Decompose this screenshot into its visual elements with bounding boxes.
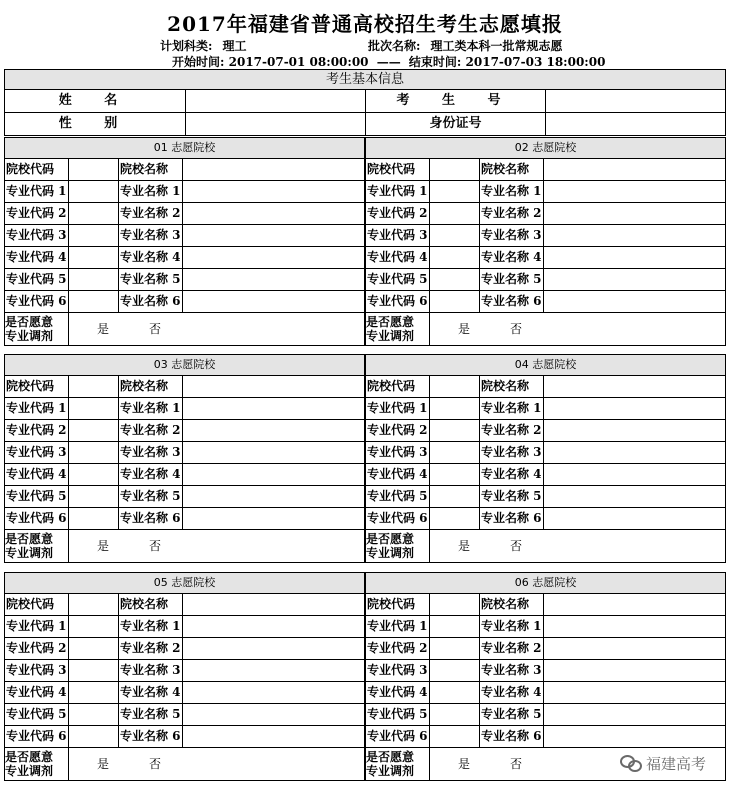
major-name-label: 专业名称 3: [119, 442, 183, 464]
college-code-input[interactable]: [430, 376, 480, 398]
adjust-no-option[interactable]: 否: [510, 538, 523, 553]
major-name-input[interactable]: [544, 486, 726, 508]
end-label: 结束时间:: [408, 55, 462, 69]
major-code-label: 专业代码 6: [5, 508, 69, 530]
major-name-input[interactable]: [183, 181, 365, 203]
major-code-label: 专业代码 5: [366, 486, 430, 508]
major-name-label: 专业名称 3: [480, 660, 544, 682]
adjust-yes-option[interactable]: 是: [458, 538, 471, 553]
college-code-input[interactable]: [69, 159, 119, 181]
major-name-label: 专业名称 4: [480, 247, 544, 269]
major-name-input[interactable]: [544, 420, 726, 442]
adjust-label-line2: 专业调剂: [5, 546, 54, 560]
adjust-label-line1: 是否愿意: [5, 750, 54, 764]
major-name-input[interactable]: [544, 203, 726, 225]
major-name-input[interactable]: [544, 181, 726, 203]
major-code-label: 专业代码 6: [366, 508, 430, 530]
major-name-label: 专业名称 6: [119, 508, 183, 530]
major-code-input[interactable]: [69, 616, 119, 638]
adjust-label: [5, 748, 69, 781]
dash: ——: [376, 55, 401, 69]
adjust-label-line2: 专业调剂: [366, 764, 415, 778]
major-code-input[interactable]: [69, 420, 119, 442]
major-code-label: 专业代码 4: [366, 464, 430, 486]
basic-info-table: [4, 69, 726, 136]
college-name-input[interactable]: [183, 594, 365, 616]
major-name-input[interactable]: [183, 203, 365, 225]
major-code-label: 专业代码 4: [366, 247, 430, 269]
major-name-input[interactable]: [544, 247, 726, 269]
adjust-options: [69, 313, 365, 346]
major-name-input[interactable]: [544, 464, 726, 486]
adjust-label-line1: 是否愿意: [5, 315, 54, 329]
adjust-label-line1: 是否愿意: [366, 315, 415, 329]
adjust-options: [69, 748, 365, 781]
exam-no-value[interactable]: [546, 90, 726, 113]
adjust-yes-option[interactable]: 是: [97, 538, 110, 553]
major-name-label: 专业名称 5: [480, 486, 544, 508]
major-name-input[interactable]: [183, 291, 365, 313]
major-name-label: 专业名称 4: [480, 682, 544, 704]
major-code-label: 专业代码 3: [5, 225, 69, 247]
major-code-label: 专业代码 6: [5, 726, 69, 748]
major-name-label: 专业名称 1: [480, 398, 544, 420]
gender-value[interactable]: [186, 113, 366, 136]
college-name-input[interactable]: [183, 159, 365, 181]
college-header: 01 志愿院校: [5, 138, 365, 159]
adjust-options: [69, 530, 365, 563]
adjust-no-option[interactable]: 否: [149, 538, 162, 553]
college-header: 06 志愿院校: [366, 573, 726, 594]
college-code-input[interactable]: [430, 159, 480, 181]
plan-value: 理工: [222, 39, 247, 53]
major-name-input[interactable]: [183, 442, 365, 464]
major-code-input[interactable]: [430, 486, 480, 508]
exam-no-label: 考 生 号: [366, 90, 546, 113]
major-code-input[interactable]: [430, 398, 480, 420]
college-code-label: 院校代码: [5, 376, 69, 398]
major-name-label: 专业名称 6: [119, 726, 183, 748]
major-code-input[interactable]: [69, 660, 119, 682]
adjust-no-option[interactable]: 否: [510, 321, 523, 336]
major-name-label: 专业名称 2: [480, 420, 544, 442]
college-block-2: [365, 137, 726, 346]
major-name-label: 专业名称 1: [119, 398, 183, 420]
major-name-label: 专业名称 2: [119, 203, 183, 225]
major-name-input[interactable]: [183, 616, 365, 638]
major-code-label: 专业代码 5: [366, 704, 430, 726]
major-code-label: 专业代码 3: [366, 225, 430, 247]
major-code-label: 专业代码 3: [366, 442, 430, 464]
major-code-input[interactable]: [69, 269, 119, 291]
end-value: 2017-07-03 18:00:00: [465, 55, 606, 69]
adjust-options: [430, 530, 726, 563]
major-name-label: 专业名称 4: [119, 247, 183, 269]
major-code-label: 专业代码 3: [5, 442, 69, 464]
major-code-input[interactable]: [430, 269, 480, 291]
major-code-input[interactable]: [69, 291, 119, 313]
major-code-input[interactable]: [69, 704, 119, 726]
major-name-input[interactable]: [544, 682, 726, 704]
major-code-label: 专业代码 4: [5, 247, 69, 269]
major-name-label: 专业名称 3: [119, 225, 183, 247]
college-name-label: 院校名称: [119, 594, 183, 616]
major-name-label: 专业名称 2: [480, 203, 544, 225]
major-name-label: 专业名称 1: [480, 616, 544, 638]
major-name-label: 专业名称 5: [480, 269, 544, 291]
major-code-input[interactable]: [430, 225, 480, 247]
major-code-label: 专业代码 4: [5, 682, 69, 704]
major-code-input[interactable]: [430, 464, 480, 486]
start-label: 开始时间:: [172, 55, 225, 69]
major-name-label: 专业名称 6: [119, 291, 183, 313]
adjust-yes-option[interactable]: 是: [458, 756, 471, 771]
college-name-input[interactable]: [544, 159, 726, 181]
adjust-label-line2: 专业调剂: [5, 764, 54, 778]
major-name-input[interactable]: [544, 269, 726, 291]
adjust-label: [366, 530, 430, 563]
adjust-label-line2: 专业调剂: [5, 329, 54, 343]
college-block-5: [4, 572, 365, 781]
major-code-input[interactable]: [69, 682, 119, 704]
adjust-yes-option[interactable]: 是: [97, 321, 110, 336]
major-code-label: 专业代码 5: [5, 704, 69, 726]
college-name-label: 院校名称: [480, 594, 544, 616]
wechat-icon: [620, 755, 642, 771]
major-code-label: 专业代码 2: [366, 203, 430, 225]
college-name-input[interactable]: [183, 376, 365, 398]
major-name-input[interactable]: [544, 398, 726, 420]
major-name-label: 专业名称 1: [119, 616, 183, 638]
major-code-input[interactable]: [69, 638, 119, 660]
adjust-label-line1: 是否愿意: [366, 532, 415, 546]
major-code-label: 专业代码 1: [366, 616, 430, 638]
adjust-label-line1: 是否愿意: [5, 532, 54, 546]
major-name-label: 专业名称 5: [480, 704, 544, 726]
college-block-1: [4, 137, 365, 346]
major-code-label: 专业代码 3: [5, 660, 69, 682]
major-name-input[interactable]: [183, 638, 365, 660]
major-code-input[interactable]: [430, 420, 480, 442]
major-code-label: 专业代码 1: [5, 181, 69, 203]
batch-label: 批次名称:: [368, 39, 421, 53]
major-name-label: 专业名称 2: [119, 420, 183, 442]
college-name-input[interactable]: [544, 376, 726, 398]
college-header: 04 志愿院校: [366, 355, 726, 376]
major-name-label: 专业名称 2: [119, 638, 183, 660]
college-code-label: 院校代码: [5, 594, 69, 616]
major-name-input[interactable]: [544, 638, 726, 660]
major-code-label: 专业代码 1: [366, 181, 430, 203]
watermark: [620, 753, 706, 774]
college-code-input[interactable]: [430, 594, 480, 616]
major-name-label: 专业名称 1: [480, 181, 544, 203]
major-name-input[interactable]: [544, 508, 726, 530]
adjust-label: [366, 748, 430, 781]
major-code-label: 专业代码 6: [366, 726, 430, 748]
major-name-input[interactable]: [544, 616, 726, 638]
major-code-input[interactable]: [430, 704, 480, 726]
major-code-label: 专业代码 2: [5, 203, 69, 225]
adjust-no-option[interactable]: 否: [510, 756, 523, 771]
major-name-input[interactable]: [183, 398, 365, 420]
major-name-input[interactable]: [183, 464, 365, 486]
major-name-label: 专业名称 5: [119, 269, 183, 291]
major-name-label: 专业名称 6: [480, 508, 544, 530]
major-code-label: 专业代码 6: [366, 291, 430, 313]
major-name-input[interactable]: [183, 726, 365, 748]
id-label: 身份证号: [366, 113, 546, 136]
major-code-input[interactable]: [430, 616, 480, 638]
id-value[interactable]: [546, 113, 726, 136]
adjust-yes-option[interactable]: 是: [458, 321, 471, 336]
college-header: 05 志愿院校: [5, 573, 365, 594]
major-name-input[interactable]: [544, 291, 726, 313]
major-name-label: 专业名称 6: [480, 291, 544, 313]
major-name-input[interactable]: [544, 704, 726, 726]
major-code-input[interactable]: [430, 638, 480, 660]
major-code-input[interactable]: [430, 203, 480, 225]
adjust-label: [366, 313, 430, 346]
major-code-input[interactable]: [69, 181, 119, 203]
major-name-input[interactable]: [183, 486, 365, 508]
college-name-label: 院校名称: [480, 376, 544, 398]
start-value: 2017-07-01 08:00:00: [228, 55, 369, 69]
major-code-label: 专业代码 1: [5, 398, 69, 420]
adjust-label: [5, 530, 69, 563]
major-code-label: 专业代码 2: [5, 420, 69, 442]
adjust-options: [430, 313, 726, 346]
adjust-no-option[interactable]: 否: [149, 756, 162, 771]
major-code-input[interactable]: [430, 442, 480, 464]
major-code-label: 专业代码 6: [5, 291, 69, 313]
major-code-label: 专业代码 4: [366, 682, 430, 704]
college-block-4: [365, 354, 726, 563]
major-code-input[interactable]: [430, 726, 480, 748]
college-header: 03 志愿院校: [5, 355, 365, 376]
major-code-input[interactable]: [69, 726, 119, 748]
major-name-label: 专业名称 3: [480, 442, 544, 464]
college-name-label: 院校名称: [119, 376, 183, 398]
college-name-input[interactable]: [544, 594, 726, 616]
batch-value: 理工类本科一批常规志愿: [430, 39, 563, 53]
college-block-6: [365, 572, 726, 781]
major-code-input[interactable]: [69, 203, 119, 225]
major-code-input[interactable]: [69, 225, 119, 247]
major-name-label: 专业名称 5: [119, 486, 183, 508]
major-code-input[interactable]: [69, 398, 119, 420]
major-name-label: 专业名称 4: [119, 682, 183, 704]
major-name-label: 专业名称 3: [480, 225, 544, 247]
adjust-no-option[interactable]: 否: [149, 321, 162, 336]
college-name-label: 院校名称: [119, 159, 183, 181]
major-code-label: 专业代码 5: [5, 486, 69, 508]
watermark-text: 福建高考: [645, 755, 706, 773]
major-name-label: 专业名称 4: [480, 464, 544, 486]
time-range: [172, 53, 605, 70]
adjust-label-line2: 专业调剂: [366, 329, 415, 343]
college-name-label: 院校名称: [480, 159, 544, 181]
plan-label: 计划科类:: [160, 39, 213, 53]
major-name-input[interactable]: [183, 704, 365, 726]
plan-category: [160, 37, 246, 54]
major-code-label: 专业代码 1: [5, 616, 69, 638]
major-name-input[interactable]: [183, 420, 365, 442]
adjust-label-line2: 专业调剂: [366, 546, 415, 560]
major-name-input[interactable]: [183, 269, 365, 291]
major-code-label: 专业代码 5: [5, 269, 69, 291]
major-name-label: 专业名称 5: [119, 704, 183, 726]
basic-info-header: 考生基本信息: [5, 70, 726, 90]
major-code-label: 专业代码 2: [5, 638, 69, 660]
major-code-label: 专业代码 4: [5, 464, 69, 486]
name-value[interactable]: [186, 90, 366, 113]
college-code-input[interactable]: [69, 594, 119, 616]
adjust-label-line1: 是否愿意: [366, 750, 415, 764]
major-name-input[interactable]: [183, 225, 365, 247]
major-code-input[interactable]: [430, 682, 480, 704]
major-name-label: 专业名称 6: [480, 726, 544, 748]
major-code-input[interactable]: [430, 247, 480, 269]
batch-name: [368, 37, 562, 54]
major-code-input[interactable]: [69, 508, 119, 530]
major-name-label: 专业名称 1: [119, 181, 183, 203]
adjust-label: [5, 313, 69, 346]
major-name-input[interactable]: [183, 660, 365, 682]
major-code-input[interactable]: [69, 486, 119, 508]
adjust-yes-option[interactable]: 是: [97, 756, 110, 771]
major-code-input[interactable]: [430, 660, 480, 682]
college-code-label: 院校代码: [366, 594, 430, 616]
major-name-input[interactable]: [544, 726, 726, 748]
major-name-input[interactable]: [183, 508, 365, 530]
college-code-label: 院校代码: [5, 159, 69, 181]
college-block-3: [4, 354, 365, 563]
major-name-input[interactable]: [183, 682, 365, 704]
major-name-label: 专业名称 4: [119, 464, 183, 486]
gender-label: 性 别: [5, 113, 186, 136]
major-name-label: 专业名称 2: [480, 638, 544, 660]
college-code-label: 院校代码: [366, 159, 430, 181]
major-code-input[interactable]: [69, 464, 119, 486]
college-code-input[interactable]: [69, 376, 119, 398]
college-header: 02 志愿院校: [366, 138, 726, 159]
major-name-label: 专业名称 3: [119, 660, 183, 682]
major-code-input[interactable]: [430, 508, 480, 530]
major-name-input[interactable]: [183, 247, 365, 269]
major-code-label: 专业代码 2: [366, 420, 430, 442]
major-name-input[interactable]: [544, 225, 726, 247]
major-code-input[interactable]: [69, 247, 119, 269]
major-code-label: 专业代码 5: [366, 269, 430, 291]
major-code-label: 专业代码 3: [366, 660, 430, 682]
major-code-label: 专业代码 2: [366, 638, 430, 660]
major-code-input[interactable]: [430, 181, 480, 203]
page-title: 2017年福建省普通高校招生考生志愿填报: [167, 12, 563, 36]
name-label: 姓 名: [5, 90, 186, 113]
major-name-input[interactable]: [544, 442, 726, 464]
major-code-input[interactable]: [69, 442, 119, 464]
major-code-input[interactable]: [430, 291, 480, 313]
major-name-input[interactable]: [544, 660, 726, 682]
college-code-label: 院校代码: [366, 376, 430, 398]
major-code-label: 专业代码 1: [366, 398, 430, 420]
